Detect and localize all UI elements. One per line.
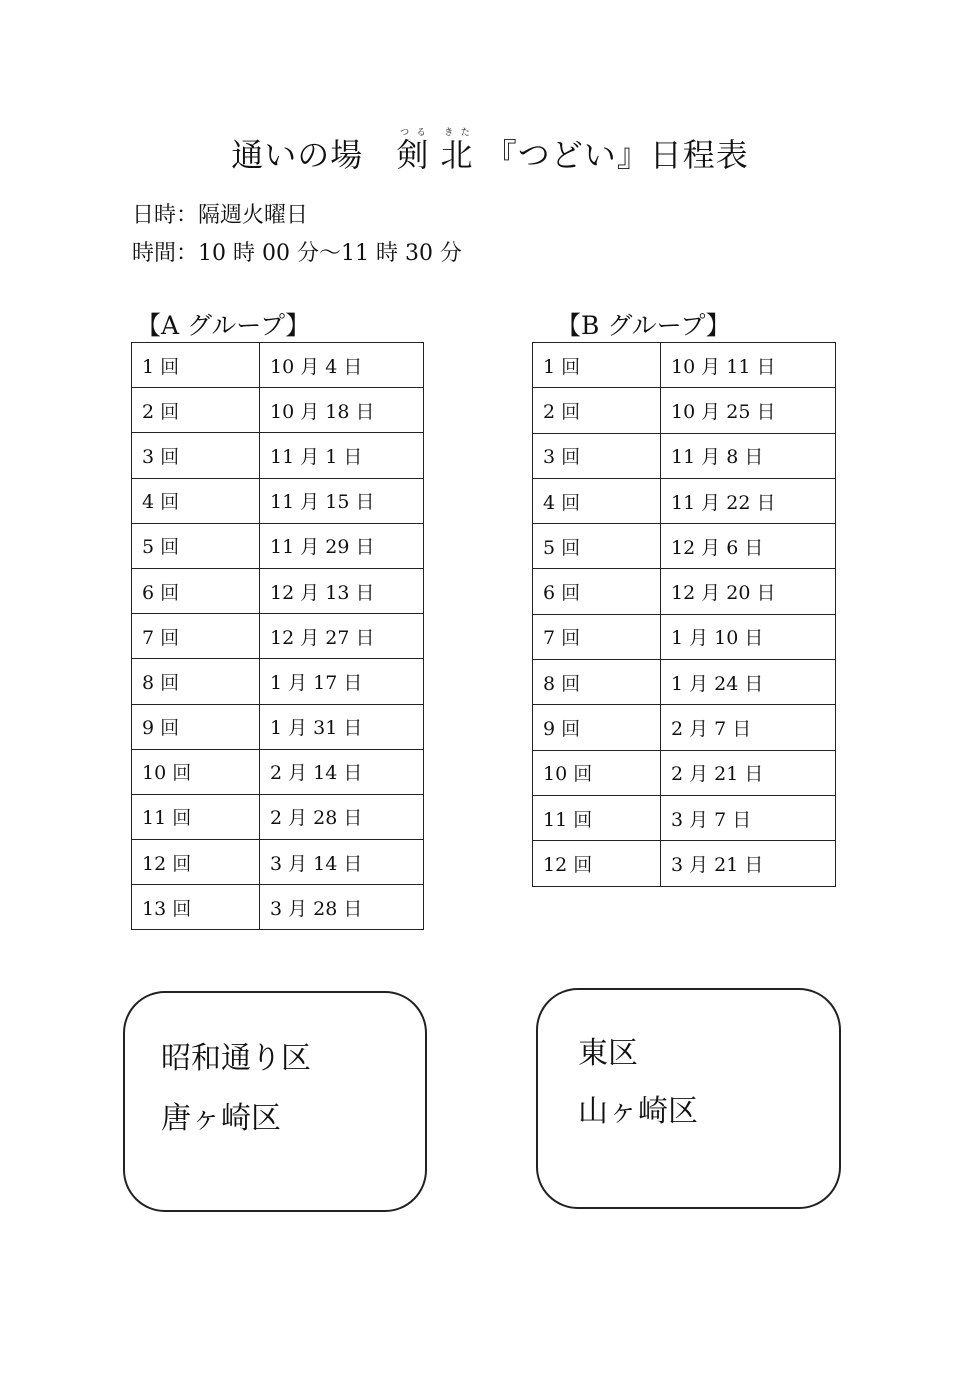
session-number-cell: 8 回 (132, 659, 260, 704)
session-date-cell: 11 月 15 日 (260, 478, 424, 523)
group-b-heading: 【B グループ】 (556, 311, 731, 340)
session-number-cell: 2 回 (132, 388, 260, 433)
table-row (533, 524, 836, 569)
session-date-cell: 2 月 28 日 (260, 794, 424, 839)
table-row (533, 569, 836, 614)
group-a-heading: 【A グループ】 (136, 311, 311, 340)
session-number-cell: 2 回 (533, 388, 661, 433)
session-date-cell: 10 月 18 日 (260, 388, 424, 433)
session-number-cell: 1 回 (533, 343, 661, 388)
table-row (132, 885, 424, 930)
session-number-cell: 5 回 (533, 524, 661, 569)
table-row (132, 614, 424, 659)
title-name-2: 北きた (440, 128, 474, 174)
session-number-cell: 6 回 (533, 569, 661, 614)
session-date-cell: 3 月 14 日 (260, 840, 424, 885)
table-row (132, 749, 424, 794)
group-b-area: 東区 (578, 1036, 638, 1071)
session-date-cell: 12 月 13 日 (260, 568, 424, 613)
group-a-area: 唐ヶ崎区 (161, 1101, 281, 1136)
group-b-table-body (533, 343, 836, 887)
session-date-cell: 2 月 14 日 (260, 749, 424, 794)
session-date-cell: 1 月 10 日 (661, 614, 836, 659)
session-number-cell: 7 回 (533, 614, 661, 659)
session-number-cell: 1 回 (132, 343, 260, 388)
title-prefix: 通いの場 (231, 136, 364, 174)
session-number-cell: 7 回 (132, 614, 260, 659)
session-date-cell: 10 月 11 日 (661, 343, 836, 388)
table-row (132, 388, 424, 433)
session-date-cell: 1 月 24 日 (661, 660, 836, 705)
session-date-cell: 2 月 7 日 (661, 705, 836, 750)
page-title (0, 128, 980, 176)
table-row (533, 433, 836, 478)
session-date-cell: 12 月 20 日 (661, 569, 836, 614)
session-number-cell: 9 回 (533, 705, 661, 750)
table-row (533, 478, 836, 523)
session-number-cell: 3 回 (533, 433, 661, 478)
group-a-area: 昭和通り区 (161, 1041, 311, 1076)
session-date-cell: 1 月 17 日 (260, 659, 424, 704)
session-number-cell: 10 回 (132, 749, 260, 794)
session-number-cell: 4 回 (132, 478, 260, 523)
session-date-cell: 2 月 21 日 (661, 750, 836, 795)
table-row (533, 705, 836, 750)
session-date-cell: 3 月 28 日 (260, 885, 424, 930)
session-number-cell: 11 回 (533, 795, 661, 840)
session-date-cell: 3 月 7 日 (661, 795, 836, 840)
table-row (533, 660, 836, 705)
group-a-table-body (132, 343, 424, 930)
group-b-area-box (536, 988, 841, 1209)
group-a-table (131, 342, 424, 930)
table-row (533, 795, 836, 840)
table-row (132, 794, 424, 839)
group-b-table (532, 342, 836, 887)
table-row (132, 704, 424, 749)
session-number-cell: 13 回 (132, 885, 260, 930)
session-date-cell: 11 月 29 日 (260, 523, 424, 568)
session-date-cell: 10 月 4 日 (260, 343, 424, 388)
table-row (132, 659, 424, 704)
title-name-1: 剣つる (396, 128, 430, 174)
session-number-cell: 12 回 (132, 840, 260, 885)
table-row (132, 523, 424, 568)
group-b-area: 山ヶ崎区 (578, 1094, 698, 1129)
table-row (132, 840, 424, 885)
session-date-cell: 11 月 1 日 (260, 433, 424, 478)
table-row (533, 841, 836, 886)
session-date-cell: 12 月 6 日 (661, 524, 836, 569)
session-number-cell: 5 回 (132, 523, 260, 568)
session-number-cell: 8 回 (533, 660, 661, 705)
title-name-1-ruby: つる (396, 128, 430, 138)
session-number-cell: 11 回 (132, 794, 260, 839)
session-date-cell: 1 月 31 日 (260, 704, 424, 749)
session-number-cell: 10 回 (533, 750, 661, 795)
session-number-cell: 6 回 (132, 568, 260, 613)
table-row (132, 343, 424, 388)
session-date-cell: 11 月 22 日 (661, 478, 836, 523)
session-date-cell: 10 月 25 日 (661, 388, 836, 433)
session-date-cell: 3 月 21 日 (661, 841, 836, 886)
session-number-cell: 9 回 (132, 704, 260, 749)
title-name-2-ruby: きた (440, 128, 474, 138)
session-date-cell: 11 月 8 日 (661, 433, 836, 478)
date-line: 日時：隔週火曜日 (132, 203, 309, 228)
table-row (533, 614, 836, 659)
time-line: 時間：10 時 00 分～11 時 30 分 (132, 241, 462, 266)
session-date-cell: 12 月 27 日 (260, 614, 424, 659)
session-number-cell: 12 回 (533, 841, 661, 886)
table-row (132, 433, 424, 478)
table-row (533, 388, 836, 433)
table-row (132, 568, 424, 613)
table-row (132, 478, 424, 523)
table-row (533, 343, 836, 388)
group-a-area-box (123, 991, 427, 1212)
session-number-cell: 4 回 (533, 478, 661, 523)
table-row (533, 750, 836, 795)
title-suffix: 『つどい』日程表 (484, 136, 749, 174)
session-number-cell: 3 回 (132, 433, 260, 478)
